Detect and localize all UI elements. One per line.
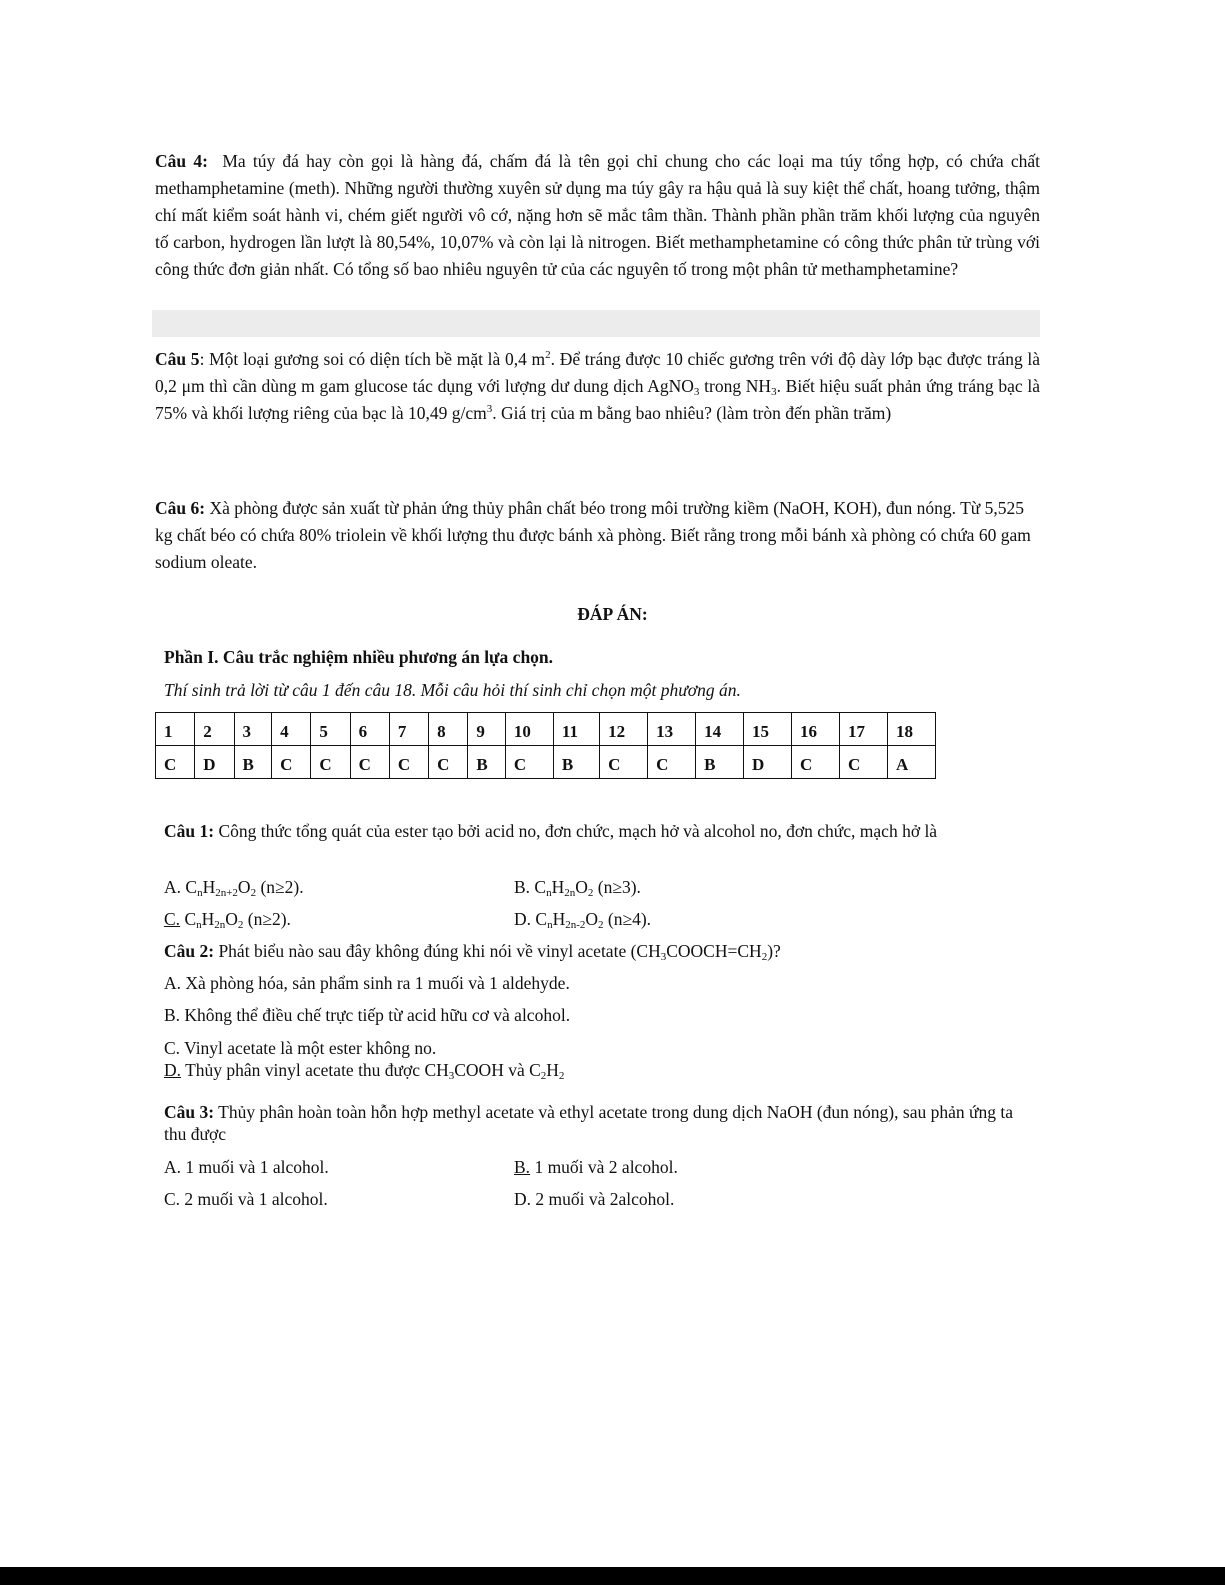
- question-number-cell: 11: [553, 713, 599, 746]
- answer-cell: B: [696, 746, 744, 779]
- text-segment: A. C: [164, 877, 198, 897]
- text-segment: COOCH=CH: [666, 941, 762, 961]
- q1-option-c-correct: [164, 908, 291, 930]
- answer-cell: C: [505, 746, 553, 779]
- part1-title: Phần I. Câu trắc nghiệm nhiều phương án lựa chọn.: [164, 647, 554, 667]
- text-segment: 2: [250, 887, 257, 899]
- text-segment: C: [184, 909, 197, 929]
- question-number-cell: 3: [234, 713, 272, 746]
- answer-cell: C: [648, 746, 696, 779]
- text-segment: 2n+2: [215, 887, 238, 899]
- text-segment: n: [196, 919, 202, 931]
- answer-cell: A: [887, 746, 935, 779]
- question-6: [155, 495, 1035, 576]
- text-segment: )?: [767, 941, 781, 961]
- text-segment: (n≥4).: [603, 909, 652, 929]
- text-segment: O: [585, 909, 599, 929]
- table-row-numbers: [156, 713, 936, 746]
- text-segment: O: [237, 877, 251, 897]
- question-number-cell: 9: [468, 713, 506, 746]
- answer-question-1: [164, 820, 1024, 842]
- text-segment: B. C: [514, 877, 547, 897]
- answer-question-3: [164, 1101, 1024, 1145]
- question-number-cell: 17: [839, 713, 887, 746]
- question-number-cell: 4: [272, 713, 311, 746]
- question-number-cell: 5: [311, 713, 350, 746]
- answer-cell: C: [600, 746, 648, 779]
- question-number-cell: 15: [744, 713, 792, 746]
- text-segment: 2: [761, 951, 768, 963]
- q1-option-b: [514, 876, 641, 898]
- text-segment: 2: [540, 1070, 547, 1082]
- text-segment: H: [546, 1060, 559, 1080]
- question-number-cell: 18: [887, 713, 935, 746]
- answer-cell: C: [311, 746, 350, 779]
- question-number-cell: 7: [389, 713, 428, 746]
- question-number-cell: 16: [792, 713, 840, 746]
- answer-question-2: [164, 940, 781, 962]
- sub: 3: [693, 386, 700, 398]
- question-label: Câu 6:: [155, 498, 206, 518]
- question-number-cell: 12: [600, 713, 648, 746]
- text-segment: H: [551, 877, 565, 897]
- text-segment: Câu 3:: [164, 1102, 215, 1122]
- text-segment: n: [547, 919, 553, 931]
- question-text: Ma túy đá hay còn gọi là hàng đá, chấm đá là tên gọi chỉ chung cho các loại ma túy tổng hợp, có chứa chất methamphetamine (meth). Những người thường xuyên sử dụng ma túy gây ra hậu quả là suy kiệt thể chất, hoang tưởng, thậm chí mất kiểm soát hành vi, chém giết người vô cớ, nặng hơn sẽ mắc tâm thần. Thành phần phần trăm khối lượng của nguyên tố carbon, hydrogen lần lượt là 80,54%, 10,07% và còn lại là nitrogen. Biết methamphetamine có công thức phân tử trùng với công thức đơn giản nhất. Có tổng số bao nhiêu nguyên tử của các nguyên tố trong một phân tử methamphetamine?: [155, 151, 1041, 279]
- q3-option-b-correct: [514, 1156, 678, 1178]
- question-text: Công thức tổng quát của ester tạo bởi acid no, đơn chức, mạch hở và alcohol no, đơn chức, mạch hở là: [218, 821, 938, 841]
- sup: 2: [545, 349, 551, 362]
- text-segment: Thủy phân vinyl acetate thu được CH: [185, 1060, 449, 1080]
- sub: 3: [771, 386, 777, 398]
- text-segment: O: [575, 877, 588, 897]
- text-segment: 2n: [214, 919, 226, 931]
- answer-cell: C: [792, 746, 840, 779]
- question-number-cell: 8: [429, 713, 468, 746]
- text-segment: H: [202, 877, 216, 897]
- question-4: [155, 148, 1040, 283]
- text: . Biết hiệu suất phản ứng tráng bạc là 75% và khối lượng riêng của bạc là 10,49 g/cm: [155, 376, 1040, 423]
- text: . Để tráng được 10 chiếc gương trên với độ dày lớp bạc được tráng là 0,2 μm thì cần dùng m gam glucose tác dụng với lượng dư dung dịch AgNO: [155, 349, 1041, 396]
- text-segment: COOH và C: [454, 1060, 541, 1080]
- text-segment: Thủy phân hoàn toàn hỗn hợp methyl acetate và ethyl acetate trong dung dịch NaOH (đun nóng), sau phản ứng ta thu được: [164, 1102, 1013, 1144]
- text-segment: n: [197, 887, 203, 899]
- text-segment: n: [546, 887, 552, 899]
- text-segment: 3: [660, 951, 667, 963]
- answer-cell: C: [272, 746, 311, 779]
- q3-option-c: C. 2 muối và 1 alcohol.: [164, 1189, 328, 1209]
- question-5: [155, 346, 1040, 427]
- answer-cell: C: [839, 746, 887, 779]
- q2-option-b: B. Không thể điều chế trực tiếp từ acid hữu cơ và alcohol.: [164, 1005, 571, 1025]
- sup: 3: [486, 403, 493, 416]
- answer-cell: C: [429, 746, 468, 779]
- text-segment: 2: [237, 919, 244, 931]
- question-number-cell: 14: [696, 713, 744, 746]
- q1-option-a: [164, 876, 304, 898]
- text-segment: (n≥3).: [593, 877, 641, 897]
- answer-cell: D: [744, 746, 792, 779]
- q3-option-d: D. 2 muối và 2alcohol.: [514, 1189, 675, 1209]
- answer-box-q4: [152, 310, 1040, 337]
- question-number-cell: 2: [195, 713, 234, 746]
- question-text: Xà phòng được sản xuất từ phản ứng thủy phân chất béo trong môi trường kiềm (NaOH, KOH), đun nóng. Từ 5,525 kg chất béo có chứa 80% triolein về khối lượng thu được bánh xà phòng. Biết rằng trong mỗi bánh xà phòng có chứa 60 gam sodium oleate.: [155, 498, 1031, 572]
- text-segment: O: [225, 909, 238, 929]
- text-segment: H: [201, 909, 215, 929]
- answer-cell: D: [195, 746, 234, 779]
- text-segment: (n≥2).: [243, 909, 291, 929]
- answer-cell: C: [389, 746, 428, 779]
- q2-option-a: A. Xà phòng hóa, sản phẩm sinh ra 1 muối và 1 aldehyde.: [164, 973, 570, 993]
- answer-cell: C: [156, 746, 195, 779]
- part1-note: Thí sinh trả lời từ câu 1 đến câu 18. Mỗi câu hỏi thí sinh chỉ chọn một phương án.: [164, 680, 741, 700]
- text-segment: Phát biểu nào sau đây không đúng khi nói về vinyl acetate (CH: [218, 941, 661, 961]
- q1-option-d: [514, 908, 651, 930]
- answer-cell: C: [350, 746, 389, 779]
- text-segment: D.: [164, 1060, 182, 1080]
- answer-table: [155, 712, 936, 779]
- text-segment: 2n-2: [565, 919, 586, 931]
- text-segment: (n≥2).: [256, 877, 304, 897]
- text-segment: B.: [514, 1157, 531, 1177]
- text-segment: 2: [558, 1070, 565, 1082]
- text: : Một loại gương soi có diện tích bề mặt là 0,4 m: [199, 349, 546, 369]
- table-row-answers: [156, 746, 936, 779]
- text-segment: Câu 2:: [164, 941, 215, 961]
- answer-cell: B: [553, 746, 599, 779]
- text: . Giá trị của m bằng bao nhiêu? (làm tròn đến phần trăm): [492, 403, 892, 423]
- text-segment: H: [552, 909, 566, 929]
- question-label: Câu 5: [155, 349, 200, 369]
- q3-option-a: A. 1 muối và 1 alcohol.: [164, 1157, 329, 1177]
- bottom-black-bar: [0, 1567, 1225, 1585]
- question-label: Câu 4:: [155, 151, 208, 171]
- text-segment: 2n: [564, 887, 576, 899]
- text-segment: 3: [448, 1070, 455, 1082]
- text: trong NH: [699, 376, 772, 396]
- answer-cell: B: [234, 746, 272, 779]
- question-number-cell: 13: [648, 713, 696, 746]
- question-number-cell: 1: [156, 713, 195, 746]
- question-number-cell: 10: [505, 713, 553, 746]
- text-segment: 1 muối và 2 alcohol.: [534, 1157, 678, 1177]
- q2-option-c: C. Vinyl acetate là một ester không no.: [164, 1038, 437, 1058]
- question-number-cell: 6: [350, 713, 389, 746]
- text-segment: 2: [598, 919, 604, 931]
- q2-option-d-correct: [164, 1059, 564, 1081]
- text-segment: D. C: [514, 909, 548, 929]
- text-segment: C.: [164, 909, 181, 929]
- text-segment: 2: [587, 887, 594, 899]
- answers-heading: ĐÁP ÁN:: [577, 604, 648, 624]
- question-label: Câu 1:: [164, 821, 215, 841]
- answer-cell: B: [468, 746, 506, 779]
